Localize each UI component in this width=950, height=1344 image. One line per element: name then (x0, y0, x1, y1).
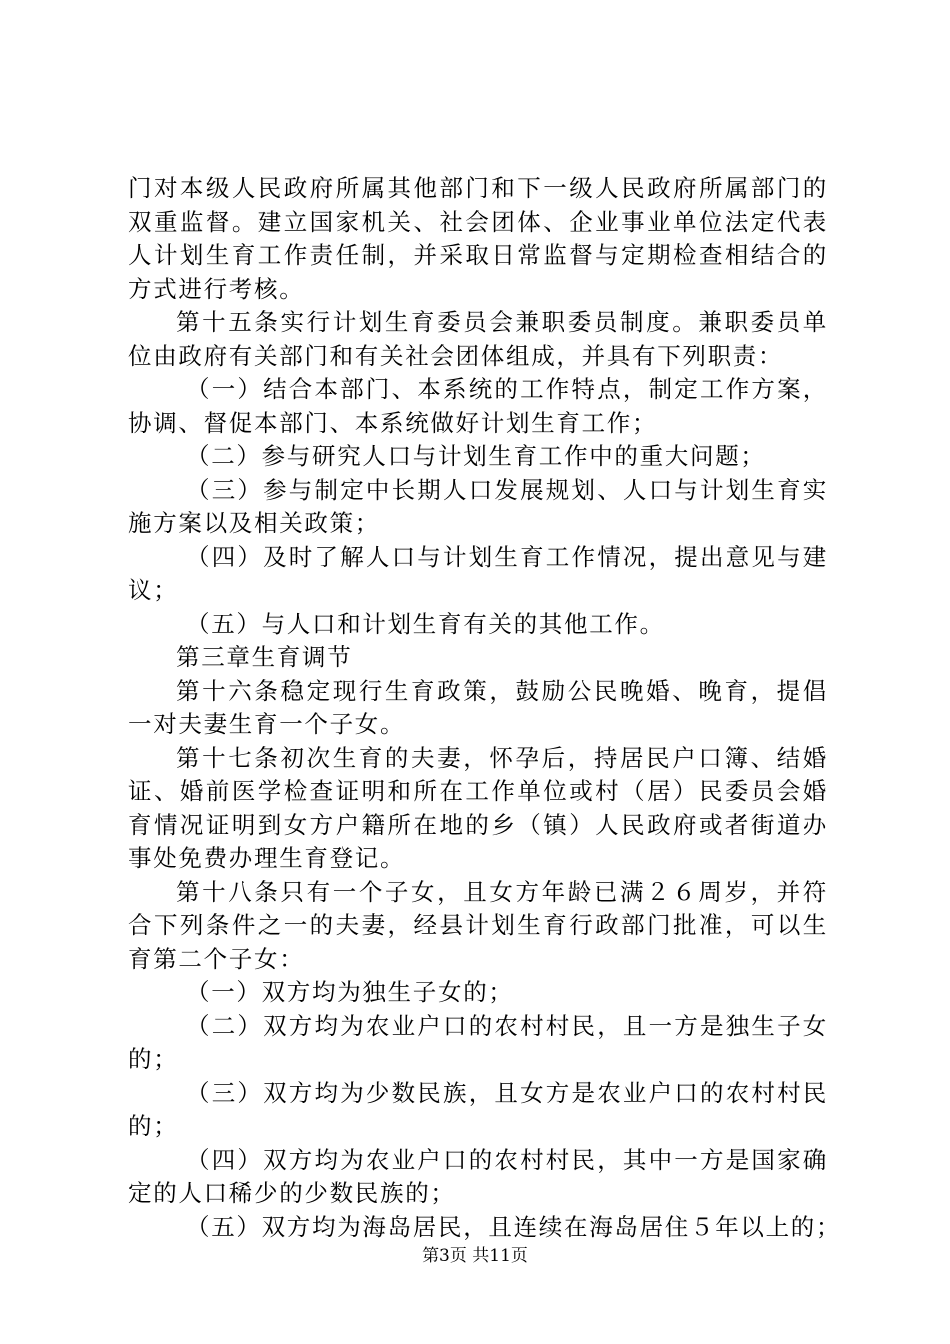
text-line: 第十八条只有一个子女，且女方年龄已满２６周岁，并符 (176, 877, 828, 906)
text-line: 方式进行考核。 (128, 274, 305, 303)
text-line: （一）双方均为独生子女的； (186, 978, 514, 1006)
text-line: 位由政府有关部门和有关社会团体组成，并具有下列职责： (128, 341, 784, 370)
text-line: 门对本级人民政府所属其他部门和下一级人民政府所属部门的 (128, 174, 828, 202)
text-line: 证、婚前医学检查证明和所在工作单位或村（居）民委员会婚 (128, 777, 828, 805)
text-line: （二）参与研究人口与计划生育工作中的重大问题； (186, 442, 766, 470)
text-line: 的； (128, 1112, 179, 1140)
text-line: 定的人口稀少的少数民族的； (128, 1179, 456, 1207)
text-line: 一对夫妻生育一个子女。 (128, 710, 406, 738)
text-line: 议； (128, 576, 179, 604)
text-line: 第十七条初次生育的夫妻，怀孕后，持居民户口簿、结婚 (176, 743, 828, 772)
text-line: 事处免费办理生育登记。 (128, 844, 406, 872)
text-line: 施方案以及相关政策； (128, 509, 380, 537)
text-line: （四）及时了解人口与计划生育工作情况，提出意见与建 (186, 542, 828, 571)
text-line: （二）双方均为农业户口的农村村民，且一方是独生子女 (186, 1011, 828, 1040)
text-line: （五）双方均为海岛居民，且连续在海岛居住５年以上的； (186, 1212, 842, 1241)
page-footer: 第3页 共11页 (422, 1246, 528, 1266)
text-line: 第十六条稳定现行生育政策，鼓励公民晚婚、晚育，提倡 (176, 676, 828, 705)
text-line: 第三章生育调节 (176, 643, 353, 671)
text-line: 人计划生育工作责任制，并采取日常监督与定期检查相结合的 (128, 241, 828, 269)
text-line: 的； (128, 1045, 179, 1073)
text-line: 第十五条实行计划生育委员会兼职委员制度。兼职委员单 (176, 308, 828, 336)
text-line: （三）参与制定中长期人口发展规划、人口与计划生育实 (186, 475, 828, 504)
text-line: 合下列条件之一的夫妻，经县计划生育行政部门批准，可以生 (128, 911, 828, 939)
text-line: （一）结合本部门、本系统的工作特点，制定工作方案， (186, 375, 828, 403)
text-line: （五）与人口和计划生育有关的其他工作。 (186, 609, 665, 638)
text-line: （四）双方均为农业户口的农村村民，其中一方是国家确 (186, 1145, 828, 1174)
document-body (128, 172, 842, 1244)
text-line: 协调、督促本部门、本系统做好计划生育工作； (128, 408, 658, 437)
text-line: 育情况证明到女方户籍所在地的乡（镇）人民政府或者街道办 (128, 810, 828, 839)
text-line: 双重监督。建立国家机关、社会团体、企业事业单位法定代表 (128, 207, 828, 236)
text-line: （三）双方均为少数民族，且女方是农业户口的农村村民 (186, 1078, 828, 1107)
text-line: 育第二个子女： (128, 944, 305, 973)
